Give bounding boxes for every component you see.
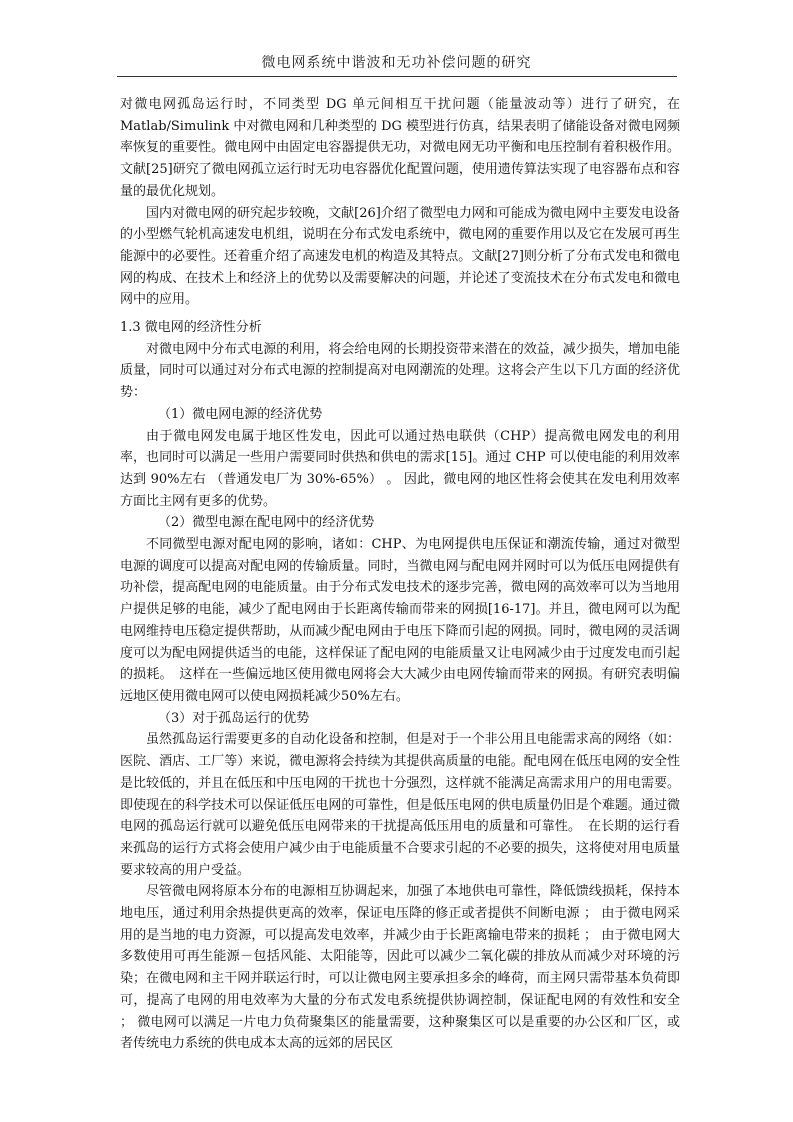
subheading-2: （2）微型电源在配电网中的经济优势 <box>158 515 375 531</box>
paragraph-power-source-advantage: 由于微电网发电属于地区性发电，因此可以通过热电联供（CHP）提高微电网发电的利用率，也同时可以满足一些用户需要同时供热和供电的需求[15]。通过 CHP 可以使电能的利用效率达到 90%左右 （普通发电厂为 30%-65%） 。 因此，微电网的地区性将会使其在发电利用效率方面比主网有更多的优势。 <box>120 428 680 509</box>
header-divider <box>117 76 677 77</box>
body-text <box>120 94 680 1055</box>
paragraph-island-advantage: 虽然孤岛运行需要更多的自动化设备和控制，但是对于一个非公用且电能需求高的网络（如：医院、酒店、工厂等）来说，微电源将会持续为其提供高质量的电能。配电网在低压电网的安全性是比较低的，并且在低压和中压电网的干扰也十分强烈，这样就不能满足高需求用户的用电需要。即使现在的科学技术可以保证低压电网的可靠性，但是低压电网的供电质量仍旧是个难题。通过微电网的孤岛运行就可以避免低压电网带来的干扰提高低压用电的质量和可靠性。 在长期的运行看来孤岛的运行方式将会使用户减少由于电能质量不合要求引起的不必要的损失，这将使对用电质量要求较高的用户受益。 <box>120 732 680 878</box>
running-header: 微电网系统中谐波和无功补偿问题的研究 <box>261 55 532 71</box>
subheading-3: （3）对于孤岛运行的优势 <box>158 710 310 726</box>
subheading-1: （1）微电网电源的经济优势 <box>158 406 323 422</box>
section-heading: 1.3 微电网的经济性分析 <box>120 320 262 336</box>
paragraph-distribution-advantage: 不同微型电源对配电网的影响，诸如：CHP、为电网提供电压保证和潮流传输，通过对微型电源的调度可以提高对配电网的传输质量。同时，当微电网与配电网并网时可以为低压电网提供有功补偿，提高配电网的电能质量。由于分布式发电技术的逐步完善，微电网的高效率可以为当地用户提供足够的电能，减少了配电网由于长距离传输而带来的网损[16-17]。并且，微电网可以为配电网维持电压稳定提供帮助，从而减少配电网由于电压下降而引起的网损。同时，微电网的灵活调度可以为配电网提供适当的电能，这样保证了配电网的电能质量又让电网减少由于过度发电而引起的损耗。 这样在一些偏远地区使用微电网将会大大减少由电网传输而带来的网损。有研究表明偏远地区使用微电网可以使电网损耗减少50%左右。 <box>120 537 680 704</box>
paragraph-intro-continued: 对微电网孤岛运行时，不同类型 DG 单元间相互干扰问题（能量波动等）进行了研究，在 Matlab/Simulink 中对微电网和几种类型的 DG 模型进行仿真，结果表明了储能设备对微电网频率恢复的重要性。微电网中由固定电容器提供无功，对微电网无功平衡和电压控制有着积极作用。文献[25]研究了微电网孤立运行时无功电容器优化配置问题，使用遗传算法实现了电容器布点和容量的最优化规划。 <box>120 97 680 199</box>
paragraph-summary: 尽管微电网将原本分布的电源相互协调起来，加强了本地供电可靠性，降低馈线损耗，保持本地电压，通过利用余热提供更高的效率，保证电压降的修正或者提供不间断电源 ； 由于微电网采用的是当地的电力资源，可以提高发电效率，并减少由于长距离输电带来的损耗 ； 由于微电网大多数使用可再生能源－包括风能、太阳能等，因此可以减少二氧化碳的排放从而减少对环境的污染；在微电网和主干网并联运行时，可以让微电网主要承担多余的峰荷，而主网只需带基本负荷即可，提高了电网的用电效率为大量的分布式发电系统提供协调控制，保证配电网的有效性和安全 ； 微电网可以满足一片电力负荷聚集区的能量需要，这种聚集区可以是重要的办公区和厂区，或者传统电力系统的供电成本太高的远郊的居民区 <box>120 884 680 1052</box>
paragraph-economic-intro: 对微电网中分布式电源的利用，将会给电网的长期投资带来潜在的效益，减少损失，增加电能质量，同时可以通过对分布式电源的控制提高对电网潮流的处理。这将会产生以下几方面的经济优势： <box>120 341 680 401</box>
paragraph-domestic-research: 国内对微电网的研究起步较晚，文献[26]介绍了微型电力网和可能成为微电网中主要发电设备的小型燃气轮机高速发电机组，说明在分布式发电系统中，微电网的重要作用以及它在发展可再生能源中的必要性。还着重介绍了高速发电机的构造及其特点。文献[27]则分析了分布式发电和微电网的构成、在技术上和经济上的优势以及需要解决的问题，并论述了变流技术在分布式发电和微电网中的应用。 <box>120 205 680 308</box>
